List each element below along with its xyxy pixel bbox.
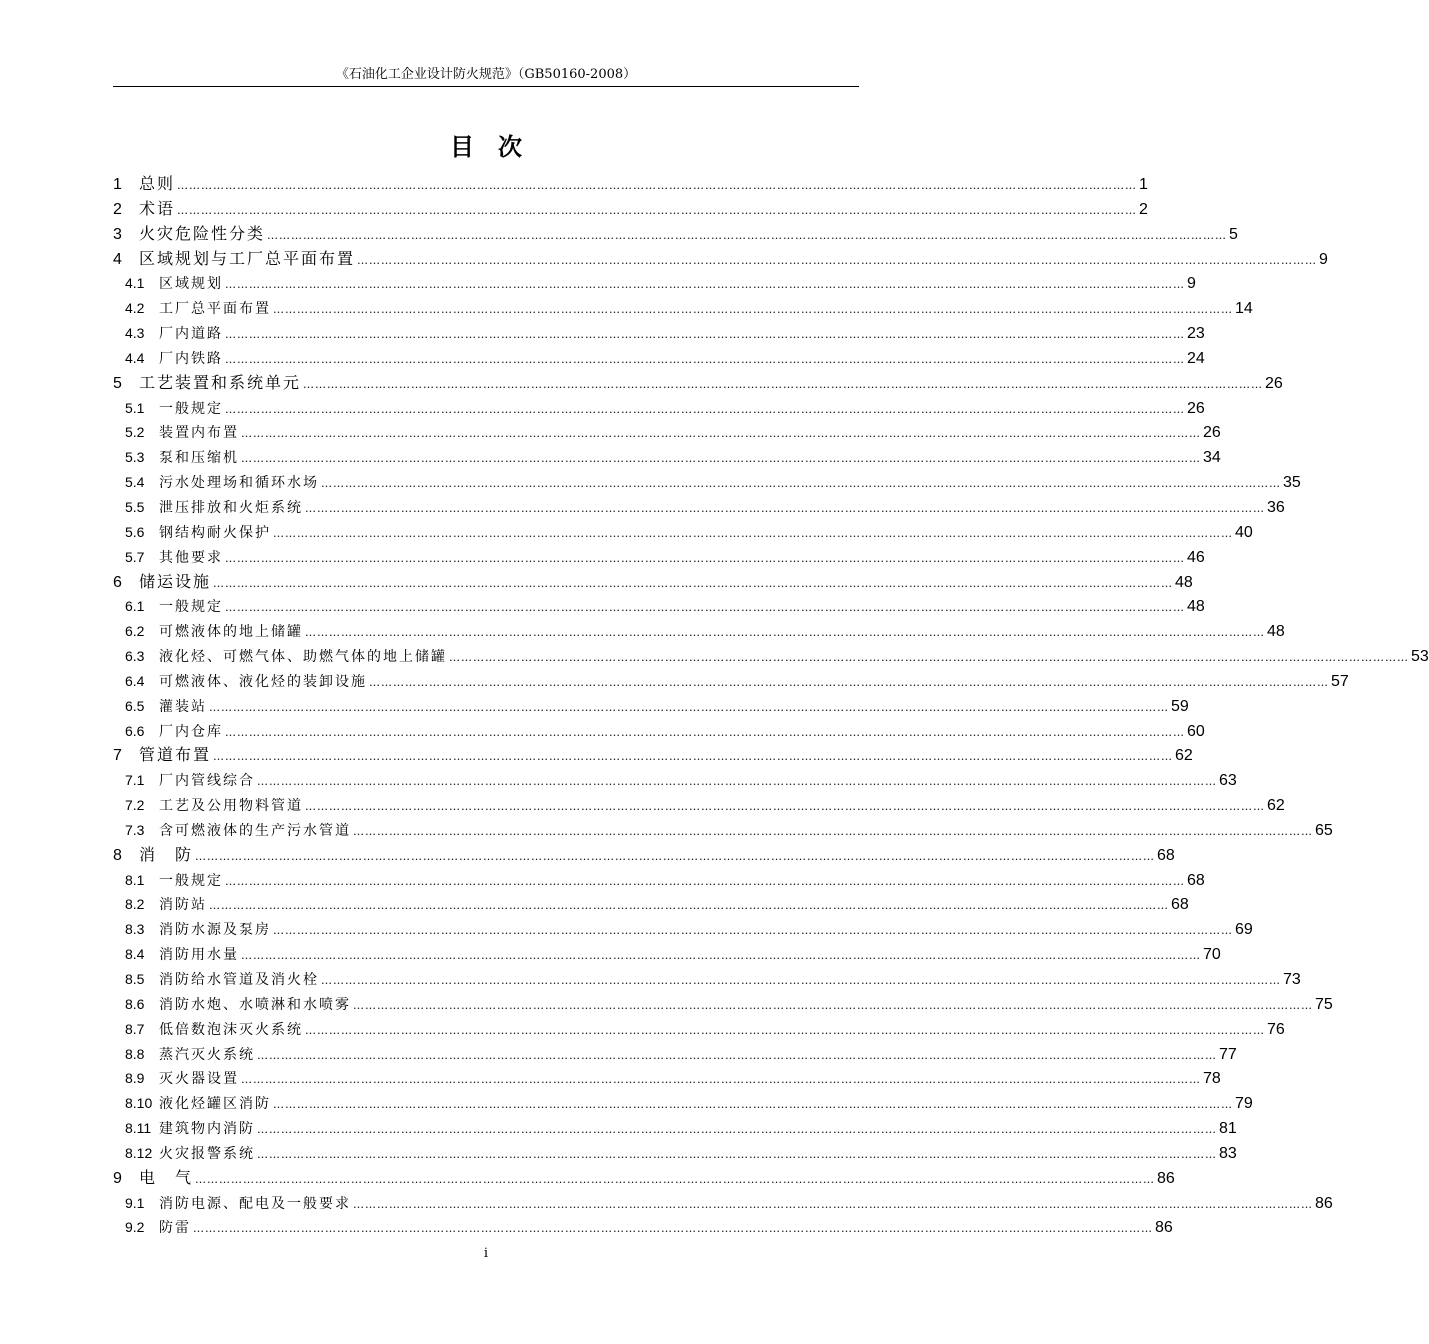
toc-entry-number: 7.1 [125, 772, 145, 789]
toc-dot-leader: …………………………………………………………………………………………………………………………………………………………………………………………………………………… [241, 452, 1201, 466]
toc-entry-number: 7 [113, 747, 122, 765]
toc-entry-number: 9.2 [125, 1219, 145, 1236]
toc-entry-page: 60 [1187, 722, 1205, 740]
toc-entry-number: 2 [113, 200, 122, 218]
toc-entry[interactable] [113, 669, 1349, 694]
toc-entry-title: 液化烃罐区消防 [159, 1096, 271, 1113]
toc-entry[interactable] [113, 1141, 1237, 1166]
toc-dot-leader: …………………………………………………………………………………………………………………………………………………………………………………………………………………… [257, 1147, 1217, 1161]
toc-entry-number: 6.5 [125, 697, 145, 714]
toc-entry-title: 装置内布置 [159, 425, 239, 442]
toc-entry[interactable] [113, 1091, 1253, 1116]
toc-entry-number: 7.2 [125, 797, 145, 814]
toc-entry[interactable] [113, 1116, 1237, 1141]
toc-entry[interactable] [113, 619, 1285, 644]
toc-dot-leader: …………………………………………………………………………………………………………………………………………………………………………………………………………………… [225, 725, 1185, 739]
toc-entry-number: 5.2 [125, 424, 145, 441]
toc-dot-leader: …………………………………………………………………………………………………………………………………………………………………………………………………………………… [305, 626, 1265, 640]
toc-dot-leader: …………………………………………………………………………………………………………………………………………………………………………………………………………………… [213, 750, 1174, 764]
toc-entry[interactable] [113, 396, 1205, 421]
toc-entry-title: 其他要求 [159, 549, 223, 566]
toc-entry-number: 9.1 [125, 1194, 145, 1211]
toc-entry[interactable] [113, 694, 1189, 719]
toc-entry-number: 5.1 [125, 399, 145, 416]
toc-entry-title: 厂内道路 [159, 326, 223, 343]
toc-entry-title: 钢结构耐火保护 [159, 524, 271, 541]
toc-entry-title: 可燃液体、液化烃的装卸设施 [159, 673, 367, 690]
toc-entry[interactable] [113, 594, 1205, 619]
toc-entry[interactable] [113, 445, 1221, 470]
toc-entry[interactable] [113, 1166, 1175, 1191]
toc-entry-number: 8.9 [125, 1070, 145, 1087]
toc-entry-number: 5.7 [125, 548, 145, 565]
toc-entry[interactable] [113, 967, 1301, 992]
toc-entry-number: 6.3 [125, 648, 145, 665]
toc-entry-number: 8.2 [125, 896, 145, 913]
toc-entry-title: 区域规划 [159, 276, 223, 293]
toc-entry-page: 86 [1157, 1169, 1175, 1187]
toc-entry[interactable] [113, 892, 1189, 917]
toc-entry-title: 术语 [139, 198, 176, 218]
toc-entry-page: 5 [1229, 225, 1238, 243]
toc-entry-page: 34 [1203, 449, 1221, 467]
toc-entry[interactable] [113, 570, 1193, 595]
toc-entry-number: 8.4 [125, 946, 145, 963]
toc-entry-number: 5.5 [125, 498, 145, 515]
toc-entry-title: 防雷 [159, 1220, 191, 1237]
table-of-contents [113, 172, 1429, 1240]
toc-entry-number: 8.3 [125, 921, 145, 938]
toc-dot-leader: …………………………………………………………………………………………………………………………………………………………………………………………………………………… [353, 998, 1313, 1012]
toc-entry[interactable] [113, 172, 1148, 197]
toc-dot-leader: …………………………………………………………………………………………………………………………………………………………………………………………………………………… [177, 203, 1138, 217]
toc-entry-number: 4.1 [125, 275, 145, 292]
toc-entry-title: 消防给水管道及消火栓 [159, 972, 319, 988]
toc-entry-page: 83 [1219, 1144, 1237, 1162]
toc-dot-leader: …………………………………………………………………………………………………………………………………………………………………………………………………………………… [273, 924, 1233, 938]
title-char-1: 目 [450, 132, 474, 161]
toc-dot-leader: …………………………………………………………………………………………………………………………………………………………………………………………………………………… [357, 253, 1318, 267]
toc-entry[interactable] [113, 793, 1285, 818]
toc-entry-page: 48 [1175, 573, 1193, 591]
toc-entry-title: 泵和压缩机 [159, 450, 239, 467]
toc-entry-number: 4.2 [125, 300, 145, 317]
toc-entry-page: 75 [1315, 995, 1333, 1013]
toc-entry-number: 6.1 [125, 598, 145, 615]
toc-dot-leader: …………………………………………………………………………………………………………………………………………………………………………………………………………………… [225, 328, 1185, 342]
toc-entry-title: 管道布置 [139, 745, 212, 765]
toc-entry-number: 5.6 [125, 523, 145, 540]
toc-dot-leader: …………………………………………………………………………………………………………………………………………………………………………………………………………………… [193, 1222, 1153, 1236]
toc-entry-number: 4 [113, 250, 122, 268]
toc-dot-leader: …………………………………………………………………………………………………………………………………………………………………………………………………………………… [225, 278, 1185, 292]
toc-entry[interactable] [113, 992, 1333, 1017]
toc-dot-leader: …………………………………………………………………………………………………………………………………………………………………………………………………………………… [257, 1048, 1217, 1062]
toc-dot-leader: …………………………………………………………………………………………………………………………………………………………………………………………………………………… [353, 824, 1313, 838]
toc-entry[interactable] [113, 247, 1328, 272]
toc-dot-leader: …………………………………………………………………………………………………………………………………………………………………………………………………………………… [195, 849, 1156, 863]
toc-entry-title: 火灾报警系统 [159, 1145, 255, 1162]
toc-entry-title: 储运设施 [139, 571, 212, 591]
toc-entry[interactable] [113, 371, 1283, 396]
toc-entry-title: 含可燃液体的生产污水管道 [159, 822, 351, 839]
toc-entry-title: 可燃液体的地上储罐 [159, 624, 303, 641]
toc-entry-title: 火灾危险性分类 [139, 223, 266, 243]
toc-entry[interactable] [113, 321, 1205, 346]
toc-entry[interactable] [113, 346, 1205, 371]
toc-entry[interactable] [113, 420, 1221, 445]
toc-entry-page: 48 [1267, 623, 1285, 641]
toc-entry-page: 46 [1187, 548, 1205, 566]
toc-dot-leader: …………………………………………………………………………………………………………………………………………………………………………………………………………………… [257, 1123, 1217, 1137]
toc-dot-leader: …………………………………………………………………………………………………………………………………………………………………………………………………………………… [353, 1197, 1313, 1211]
toc-entry-number: 6.6 [125, 722, 145, 739]
toc-entry-number: 5 [113, 374, 122, 392]
toc-dot-leader: …………………………………………………………………………………………………………………………………………………………………………………………………………………… [195, 1172, 1156, 1186]
toc-entry[interactable] [113, 520, 1253, 545]
toc-entry-page: 9 [1319, 250, 1328, 268]
toc-entry-page: 79 [1235, 1095, 1253, 1113]
toc-dot-leader: …………………………………………………………………………………………………………………………………………………………………………………………………………………… [449, 651, 1409, 665]
toc-entry-number: 1 [113, 176, 122, 193]
toc-entry[interactable] [113, 1042, 1237, 1067]
toc-entry-number: 8.7 [125, 1020, 145, 1037]
toc-entry[interactable] [113, 1017, 1285, 1042]
toc-dot-leader: …………………………………………………………………………………………………………………………………………………………………………………………………………………… [241, 427, 1201, 441]
toc-dot-leader: …………………………………………………………………………………………………………………………………………………………………………………………………………………… [225, 874, 1185, 888]
toc-entry-title: 电 气 [139, 1167, 194, 1187]
toc-entry-page: 57 [1331, 672, 1349, 690]
toc-dot-leader: …………………………………………………………………………………………………………………………………………………………………………………………………………………… [267, 228, 1228, 242]
toc-entry-page: 68 [1157, 846, 1175, 864]
toc-entry-number: 5.3 [125, 449, 145, 466]
toc-entry-page: 59 [1171, 697, 1189, 715]
toc-entry[interactable] [113, 768, 1237, 793]
toc-entry-title: 消 防 [139, 844, 194, 864]
toc-entry-number: 8.11 [125, 1120, 152, 1137]
toc-entry-title: 消防电源、配电及一般要求 [159, 1195, 351, 1212]
toc-dot-leader: …………………………………………………………………………………………………………………………………………………………………………………………………………………… [273, 303, 1233, 317]
toc-entry-page: 62 [1267, 797, 1285, 815]
toc-dot-leader: …………………………………………………………………………………………………………………………………………………………………………………………………………………… [273, 1098, 1233, 1112]
toc-entry-number: 9 [113, 1169, 122, 1187]
toc-entry-title: 污水处理场和循环水场 [159, 475, 319, 492]
toc-entry-page: 68 [1187, 871, 1205, 889]
toc-entry[interactable] [113, 843, 1175, 868]
toc-entry-number: 8.8 [125, 1045, 145, 1062]
toc-entry-page: 63 [1219, 772, 1237, 790]
toc-dot-leader: …………………………………………………………………………………………………………………………………………………………………………………………………………………… [369, 675, 1329, 689]
toc-entry-title: 区域规划与工厂总平面布置 [139, 248, 356, 268]
toc-entry-title: 消防用水量 [159, 947, 239, 964]
toc-entry[interactable] [113, 1191, 1333, 1216]
toc-entry-page: 53 [1411, 648, 1429, 666]
toc-entry-title: 建筑物内消防 [159, 1121, 255, 1138]
toc-entry-page: 68 [1171, 896, 1189, 914]
toc-dot-leader: …………………………………………………………………………………………………………………………………………………………………………………………………………………… [225, 601, 1185, 615]
toc-entry-title: 蒸汽灭火系统 [159, 1046, 255, 1063]
toc-entry-title: 消防站 [159, 897, 207, 914]
toc-entry[interactable] [113, 545, 1205, 570]
toc-entry-number: 5.4 [125, 474, 145, 491]
toc-entry-page: 40 [1235, 523, 1253, 541]
toc-entry-title: 灭火器设置 [159, 1071, 239, 1088]
toc-entry-page: 26 [1187, 399, 1205, 417]
toc-entry-title: 消防水源及泵房 [159, 922, 271, 939]
toc-entry[interactable] [113, 942, 1221, 967]
toc-entry[interactable] [113, 719, 1205, 744]
toc-entry-page: 73 [1283, 971, 1301, 988]
toc-dot-leader: …………………………………………………………………………………………………………………………………………………………………………………………………………………… [241, 1073, 1201, 1087]
toc-entry-number: 8 [113, 846, 122, 864]
page-title [113, 130, 859, 164]
toc-entry-number: 8.5 [125, 971, 145, 987]
toc-dot-leader: …………………………………………………………………………………………………………………………………………………………………………………………………………………… [225, 402, 1185, 416]
toc-entry-page: 81 [1219, 1120, 1237, 1138]
toc-dot-leader: …………………………………………………………………………………………………………………………………………………………………………………………………………………… [213, 576, 1174, 590]
toc-dot-leader: …………………………………………………………………………………………………………………………………………………………………………………………………………………… [225, 551, 1185, 565]
toc-entry-page: 65 [1315, 821, 1333, 839]
toc-dot-leader: …………………………………………………………………………………………………………………………………………………………………………………………………………………… [303, 377, 1264, 391]
toc-entry-page: 62 [1175, 747, 1193, 765]
toc-entry-title: 灌装站 [159, 698, 207, 715]
toc-dot-leader: …………………………………………………………………………………………………………………………………………………………………………………………………………………… [305, 501, 1265, 515]
toc-entry[interactable] [113, 495, 1285, 520]
header-rule [113, 86, 859, 87]
toc-entry-page: 35 [1283, 474, 1301, 492]
toc-dot-leader: …………………………………………………………………………………………………………………………………………………………………………………………………………………… [209, 899, 1169, 913]
toc-entry-page: 23 [1187, 325, 1205, 343]
toc-entry-title: 厂内仓库 [159, 723, 223, 740]
running-header: 《石油化工企业设计防火规范》（GB50160-2008） [335, 67, 637, 82]
page-number: i [483, 1246, 489, 1261]
toc-entry-number: 7.3 [125, 821, 145, 838]
toc-entry-title: 厂内管线综合 [159, 773, 255, 790]
toc-entry[interactable] [113, 222, 1238, 247]
toc-entry[interactable] [113, 917, 1253, 942]
title-char-2: 次 [498, 132, 522, 161]
toc-entry[interactable] [113, 197, 1148, 222]
toc-entry[interactable] [113, 644, 1429, 669]
toc-dot-leader: …………………………………………………………………………………………………………………………………………………………………………………………………………………… [225, 352, 1185, 366]
toc-entry-page: 2 [1139, 200, 1148, 218]
toc-entry-number: 8.10 [125, 1095, 153, 1112]
toc-entry-title: 工艺装置和系统单元 [139, 372, 302, 392]
toc-entry-page: 9 [1187, 275, 1196, 293]
toc-dot-leader: …………………………………………………………………………………………………………………………………………………………………………………………………………………… [177, 179, 1138, 192]
toc-dot-leader: …………………………………………………………………………………………………………………………………………………………………………………………………………………… [321, 477, 1281, 491]
toc-entry-page: 48 [1187, 598, 1205, 616]
toc-entry-page: 1 [1139, 176, 1148, 193]
toc-entry-page: 24 [1187, 349, 1205, 367]
toc-dot-leader: …………………………………………………………………………………………………………………………………………………………………………………………………………………… [257, 775, 1217, 789]
toc-dot-leader: …………………………………………………………………………………………………………………………………………………………………………………………………………………… [305, 800, 1265, 814]
toc-entry[interactable] [113, 296, 1253, 321]
toc-dot-leader: …………………………………………………………………………………………………………………………………………………………………………………………………………………… [321, 974, 1281, 987]
toc-entry[interactable] [113, 743, 1193, 768]
toc-entry-number: 8.1 [125, 871, 145, 888]
toc-entry-number: 6.4 [125, 672, 145, 689]
toc-entry-title: 总则 [139, 174, 176, 193]
toc-entry-number: 4.4 [125, 349, 145, 366]
toc-entry-title: 工艺及公用物料管道 [159, 798, 303, 815]
toc-entry-page: 36 [1267, 498, 1285, 516]
toc-entry-title: 厂内铁路 [159, 350, 223, 367]
toc-entry-title: 一般规定 [159, 872, 223, 889]
toc-dot-leader: …………………………………………………………………………………………………………………………………………………………………………………………………………………… [273, 526, 1233, 540]
toc-entry-number: 4.3 [125, 325, 145, 342]
toc-entry-page: 69 [1235, 921, 1253, 939]
toc-entry-number: 6.2 [125, 623, 145, 640]
toc-entry-page: 78 [1203, 1070, 1221, 1088]
toc-entry-page: 86 [1155, 1219, 1173, 1237]
toc-entry-title: 工厂总平面布置 [159, 301, 271, 318]
toc-entry-page: 70 [1203, 946, 1221, 964]
toc-entry-number: 6 [113, 573, 122, 591]
toc-dot-leader: …………………………………………………………………………………………………………………………………………………………………………………………………………………… [241, 949, 1201, 963]
toc-entry[interactable] [113, 1215, 1173, 1240]
toc-entry-number: 8.6 [125, 995, 145, 1012]
toc-entry[interactable] [113, 470, 1301, 495]
toc-entry-title: 一般规定 [159, 599, 223, 616]
toc-entry-page: 77 [1219, 1045, 1237, 1063]
toc-entry-page: 26 [1203, 424, 1221, 442]
toc-entry-title: 泄压排放和火炬系统 [159, 499, 303, 516]
toc-entry-title: 消防水炮、水喷淋和水喷雾 [159, 996, 351, 1013]
toc-entry[interactable] [113, 271, 1196, 296]
toc-entry[interactable] [113, 868, 1205, 893]
toc-entry-page: 26 [1265, 374, 1283, 392]
toc-entry-page: 86 [1315, 1194, 1333, 1212]
toc-entry[interactable] [113, 1066, 1221, 1091]
toc-entry-number: 8.12 [125, 1144, 153, 1161]
toc-entry-number: 3 [113, 225, 122, 243]
toc-entry-title: 低倍数泡沫灭火系统 [159, 1021, 303, 1038]
toc-dot-leader: …………………………………………………………………………………………………………………………………………………………………………………………………………………… [305, 1023, 1265, 1037]
toc-entry-title: 一般规定 [159, 400, 223, 417]
toc-entry[interactable] [113, 818, 1333, 843]
toc-dot-leader: …………………………………………………………………………………………………………………………………………………………………………………………………………………… [209, 700, 1169, 714]
toc-entry-title: 液化烃、可燃气体、助燃气体的地上储罐 [159, 649, 447, 666]
toc-entry-page: 76 [1267, 1020, 1285, 1038]
toc-entry-page: 14 [1235, 300, 1253, 318]
